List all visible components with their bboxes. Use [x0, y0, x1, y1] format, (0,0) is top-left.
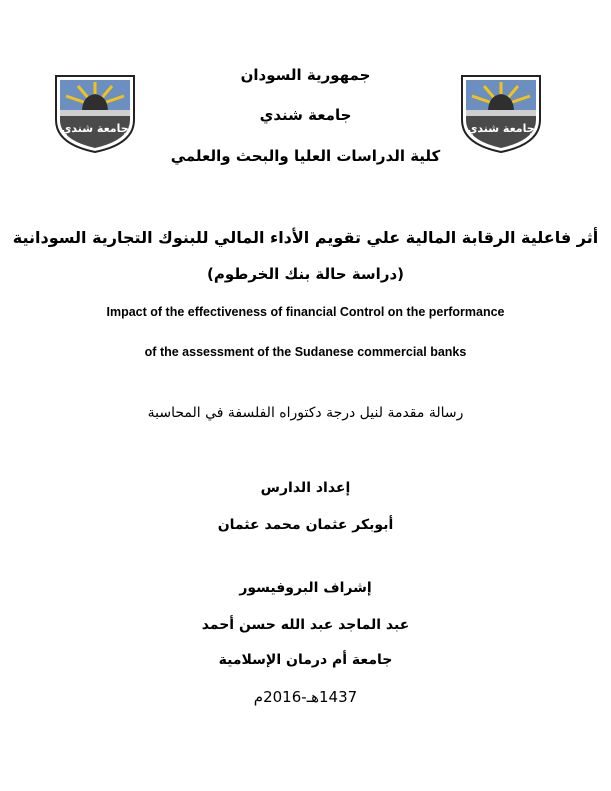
english-title-line1: Impact of the effectiveness of financial Control on the performance: [106, 305, 505, 319]
supervisor-affiliation: جامعة أم درمان الإسلامية: [218, 652, 393, 668]
date-line: 1437هـ-2016م: [253, 688, 358, 706]
supervisor-name: عبد الماجد عبد الله حسن أحمد: [201, 617, 410, 633]
svg-text:جامعة شندي: جامعة شندي: [467, 122, 535, 135]
university-heading: جامعة شندي: [259, 106, 352, 124]
arabic-subtitle: (دراسة حالة بنك الخرطوم): [206, 265, 405, 283]
college-heading: كلية الدراسات العليا والبحث والعلمي: [170, 147, 441, 165]
student-name: أبوبكر عثمان محمد عثمان: [217, 517, 394, 533]
student-label: إعداد الدارس: [260, 480, 351, 496]
svg-text:جامعة شندي: جامعة شندي: [61, 122, 129, 135]
arabic-title: أثر فاعلية الرقابة المالية علي تقويم الأداء المالي للبنوك التجارية السودانية: [12, 228, 599, 247]
country-heading: جمهورية السودان: [240, 66, 371, 84]
supervisor-label: إشراف البروفيسور: [239, 580, 372, 596]
thesis-purpose: رسالة مقدمة لنيل درجة دكتوراه الفلسفة في المحاسبة: [147, 405, 464, 421]
english-title-line2: of the assessment of the Sudanese commercial banks: [144, 345, 467, 359]
